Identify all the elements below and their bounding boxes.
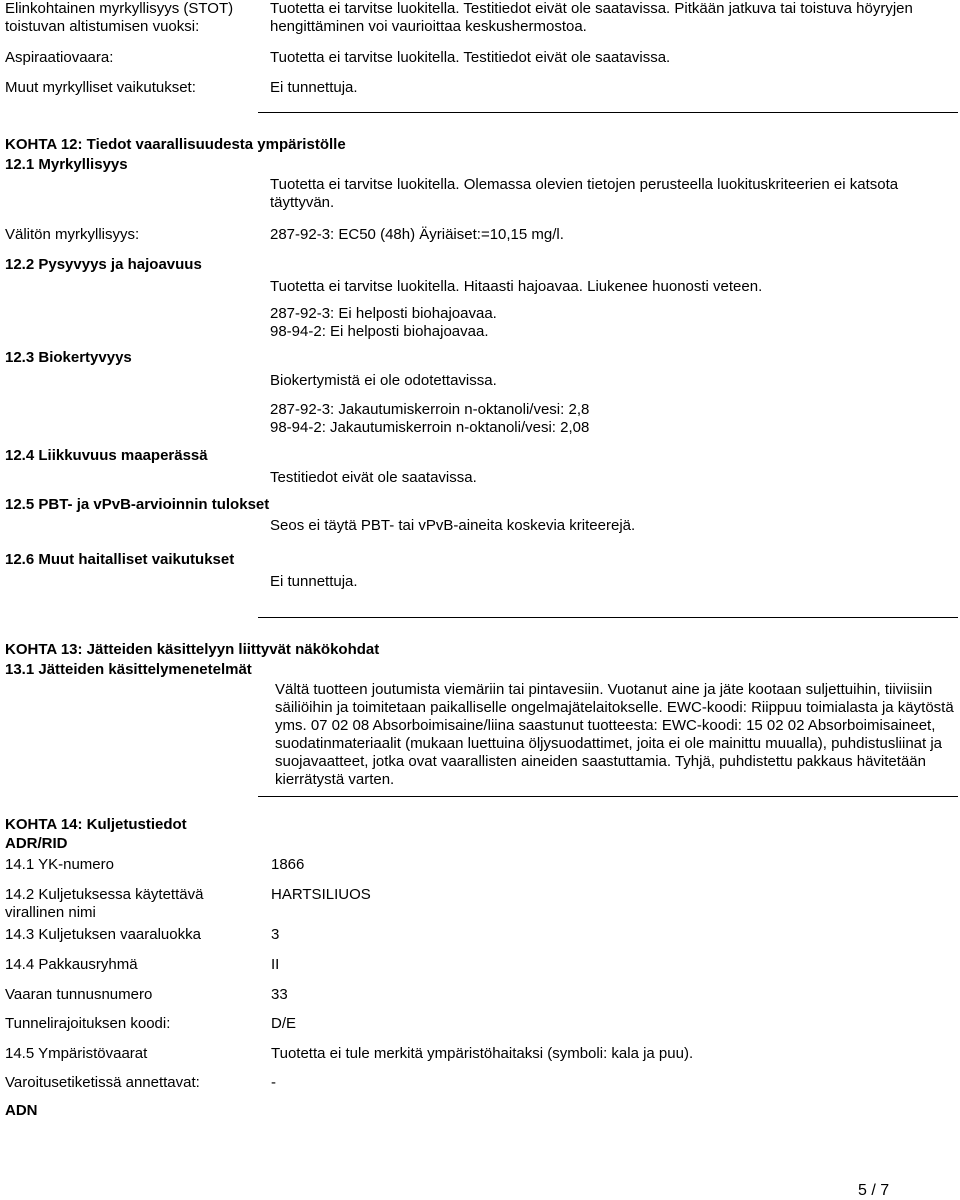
toxicity-heading: 12.1 Myrkyllisyys bbox=[5, 156, 128, 173]
transport-value: II bbox=[271, 956, 280, 973]
persistence-line: 287-92-3: Ei helposti biohajoavaa. bbox=[270, 305, 497, 322]
bioaccumulation-line: 98-94-2: Jakautumiskerroin n-oktanoli/vesi: 2,08 bbox=[270, 419, 590, 436]
pbt-text: Seos ei täytä PBT- tai vPvB-aineita koskevia kriteerejä. bbox=[270, 517, 636, 534]
separator-line bbox=[258, 617, 958, 618]
transport-label: 14.4 Pakkausryhmä bbox=[5, 956, 138, 973]
transport-label: Vaaran tunnusnumero bbox=[5, 986, 153, 1003]
disposal-methods-heading: 13.1 Jätteiden käsittelymenetelmät bbox=[5, 661, 252, 678]
persistence-text: Tuotetta ei tarvitse luokitella. Hitaasti hajoavaa. Liukenee huonosti veteen. bbox=[270, 278, 763, 295]
transport-value: 1866 bbox=[271, 856, 305, 873]
transport-value: D/E bbox=[271, 1015, 297, 1032]
adr-rid-heading: ADR/RID bbox=[5, 835, 68, 852]
transport-value: 33 bbox=[271, 986, 288, 1003]
transport-label: Varoitusetiketissä annettavat: bbox=[5, 1074, 200, 1091]
adn-heading: ADN bbox=[5, 1102, 38, 1119]
transport-label: 14.2 Kuljetuksessa käytettävä virallinen nimi bbox=[5, 886, 204, 921]
separator-line bbox=[258, 112, 958, 113]
stot-repeated-label: Elinkohtainen myrkyllisyys (STOT) toistuvan altistumisen vuoksi: bbox=[5, 0, 234, 35]
transport-value: HARTSILIUOS bbox=[271, 886, 371, 903]
persistence-heading: 12.2 Pysyvyys ja hajoavuus bbox=[5, 256, 202, 273]
transport-label: 14.5 Ympäristövaarat bbox=[5, 1045, 148, 1062]
other-toxic-label: Muut myrkylliset vaikutukset: bbox=[5, 79, 196, 96]
aspiration-value: Tuotetta ei tarvitse luokitella. Testitiedot eivät ole saatavissa. bbox=[270, 49, 671, 66]
transport-label: 14.3 Kuljetuksen vaaraluokka bbox=[5, 926, 201, 943]
other-effects-heading: 12.6 Muut haitalliset vaikutukset bbox=[5, 551, 235, 568]
disposal-methods-text: Vältä tuotteen joutumista viemäriin tai pintavesiin. Vuotanut aine ja jäte kootaan suljettuihin, tiiviisiin säiliöihin ja toimitetaan paikalliselle ongelmajätelaitokselle. EWC-koodi: Riippuu toimialasta ja käytöstä yms. 07 02 08 Absorboimisaine/liina saastunut tuotteesta: EWC-koodi: 15 02 02 Absorboimisaineet, suodatinmateriaalit (mukaan luettuina öljysuodattimet, joita ei ole mainittu muualla), puhdistusliinat ja suojavaatteet, jotka ovat vaarallisten aineiden saastuttamia. Tyhjä, puhdistettu pakkaus hävitetään kierrätystä varten. bbox=[275, 681, 954, 788]
mobility-heading: 12.4 Liikkuvuus maaperässä bbox=[5, 447, 208, 464]
acute-toxicity-label: Välitön myrkyllisyys: bbox=[5, 226, 140, 243]
transport-value: 3 bbox=[271, 926, 280, 943]
bioaccumulation-text: Biokertymistä ei ole odotettavissa. bbox=[270, 372, 497, 389]
mobility-text: Testitiedot eivät ole saatavissa. bbox=[270, 469, 477, 486]
transport-label: 14.1 YK-numero bbox=[5, 856, 114, 873]
stot-repeated-value: Tuotetta ei tarvitse luokitella. Testitiedot eivät ole saatavissa. Pitkään jatkuva tai toistuva höyryjen hengittäminen voi vaurioittaa keskushermostoa. bbox=[270, 0, 913, 35]
toxicity-text: Tuotetta ei tarvitse luokitella. Olemassa olevien tietojen perusteella luokituskriteerien ei katsota täyttyvän. bbox=[270, 176, 899, 211]
section-13-heading: KOHTA 13: Jätteiden käsittelyyn liittyvät näkökohdat bbox=[5, 641, 380, 658]
aspiration-label: Aspiraatiovaara: bbox=[5, 49, 114, 66]
bioaccumulation-heading: 12.3 Biokertyvyys bbox=[5, 349, 132, 366]
bioaccumulation-line: 287-92-3: Jakautumiskerroin n-oktanoli/vesi: 2,8 bbox=[270, 401, 590, 418]
transport-value: Tuotetta ei tule merkitä ympäristöhaitaksi (symboli: kala ja puu). bbox=[271, 1045, 694, 1062]
transport-label: Tunnelirajoituksen koodi: bbox=[5, 1015, 171, 1032]
persistence-line: 98-94-2: Ei helposti biohajoavaa. bbox=[270, 323, 489, 340]
separator-line bbox=[258, 796, 958, 797]
transport-value: - bbox=[271, 1074, 276, 1091]
other-toxic-value: Ei tunnettuja. bbox=[270, 79, 358, 96]
section-14-heading: KOHTA 14: Kuljetustiedot bbox=[5, 816, 187, 833]
pbt-heading: 12.5 PBT- ja vPvB-arvioinnin tulokset bbox=[5, 496, 270, 513]
section-12-heading: KOHTA 12: Tiedot vaarallisuudesta ympäristölle bbox=[5, 136, 346, 153]
other-effects-text: Ei tunnettuja. bbox=[270, 573, 358, 590]
acute-toxicity-value: 287-92-3: EC50 (48h) Äyriäiset:=10,15 mg/l. bbox=[270, 226, 564, 243]
page-number: 5 / 7 bbox=[858, 1182, 890, 1199]
